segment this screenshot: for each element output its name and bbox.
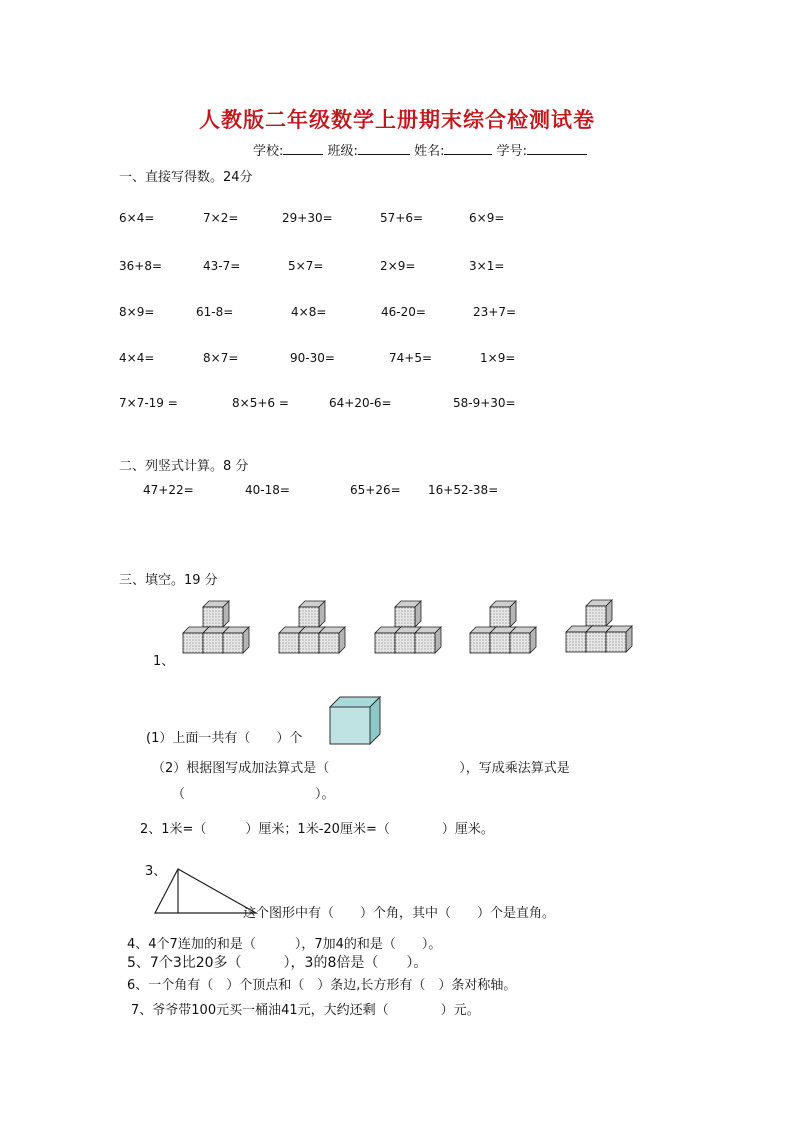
cube-stack-4 <box>470 601 536 653</box>
q1-b: （2）根据图写成加法算式是（ ），写成乘法算式是 <box>152 761 570 776</box>
eq-r4-c1: 4×4= <box>119 351 155 365</box>
q1-a: (1）上面一共有（ ）个 <box>146 731 303 746</box>
cube-stack-5 <box>566 600 632 652</box>
eq-r5-c2: 8×5+6 = <box>232 396 289 410</box>
eq-r2-c2: 43-7= <box>203 259 241 273</box>
section3-heading: 三、填空。19 分 <box>119 573 218 588</box>
q6: 6、一个角有（ ）个顶点和（ ）条边,长方形有（ ）条对称轴。 <box>127 978 517 993</box>
q5: 5、7个3比20多（ ），3的8倍是（ ）。 <box>127 955 428 971</box>
triangle-figure <box>155 869 256 913</box>
eq-r1-c1: 6×4= <box>119 211 155 225</box>
eq-r1-c5: 6×9= <box>469 211 505 225</box>
eq-r3-c2: 61-8= <box>196 305 234 319</box>
cube-stack-1 <box>183 601 249 653</box>
q1-label: 1、 <box>153 654 175 669</box>
eq-r4-c4: 74+5= <box>389 351 433 365</box>
eq-r3-c3: 4×8= <box>291 305 327 319</box>
eq-r2-c3: 5×7= <box>288 259 324 273</box>
cube-stack-3 <box>375 601 441 653</box>
eq-r1-c3: 29+30= <box>282 211 333 225</box>
eq-r5-c3: 64+20-6= <box>329 396 392 410</box>
vertical-calc-4: 16+52-38= <box>428 483 499 497</box>
eq-r1-c4: 57+6= <box>380 211 424 225</box>
q3: 这个图形中有（ ）个角，其中（ ）个是直角。 <box>243 906 556 921</box>
q7: 7、爷爷带100元买一桶油41元，大约还剩（ ）元。 <box>131 1003 480 1018</box>
eq-r2-c5: 3×1= <box>469 259 505 273</box>
eq-r2-c4: 2×9= <box>380 259 416 273</box>
q2: 2、1米=（ ）厘米；1米-20厘米=（ ）厘米。 <box>140 822 494 837</box>
page-title: 人教版二年级数学上册期末综合检测试卷 <box>199 107 595 132</box>
vertical-calc-2: 40-18= <box>245 483 290 497</box>
eq-r3-c5: 23+7= <box>473 305 517 319</box>
vertical-calc-1: 47+22= <box>143 483 194 497</box>
section2-heading: 二、列竖式计算。8 分 <box>119 459 249 474</box>
eq-r4-c5: 1×9= <box>480 351 516 365</box>
cube-stack-2 <box>279 601 345 653</box>
single-cube-icon <box>330 697 380 744</box>
eq-r3-c1: 8×9= <box>119 305 155 319</box>
q3-label: 3、 <box>145 864 167 879</box>
eq-r4-c3: 90-30= <box>290 351 335 365</box>
eq-r2-c1: 36+8= <box>119 259 163 273</box>
class-label: 班级: <box>327 144 358 159</box>
name-label: 姓名: <box>414 144 445 159</box>
eq-r5-c1: 7×7-19 = <box>119 396 178 410</box>
school-label: 学校: <box>253 144 284 159</box>
q1-c: （ ）。 <box>172 787 335 802</box>
eq-r1-c2: 7×2= <box>203 211 239 225</box>
eq-r3-c4: 46-20= <box>381 305 426 319</box>
q4: 4、4个7连加的和是（ ），7加4的和是（ ）。 <box>127 937 442 952</box>
eq-r5-c4: 58-9+30= <box>453 396 516 410</box>
eq-r4-c2: 8×7= <box>203 351 239 365</box>
section1-heading: 一、直接写得数。24分 <box>119 170 253 185</box>
vertical-calc-3: 65+26= <box>350 483 401 497</box>
number-label: 学号: <box>496 144 527 159</box>
